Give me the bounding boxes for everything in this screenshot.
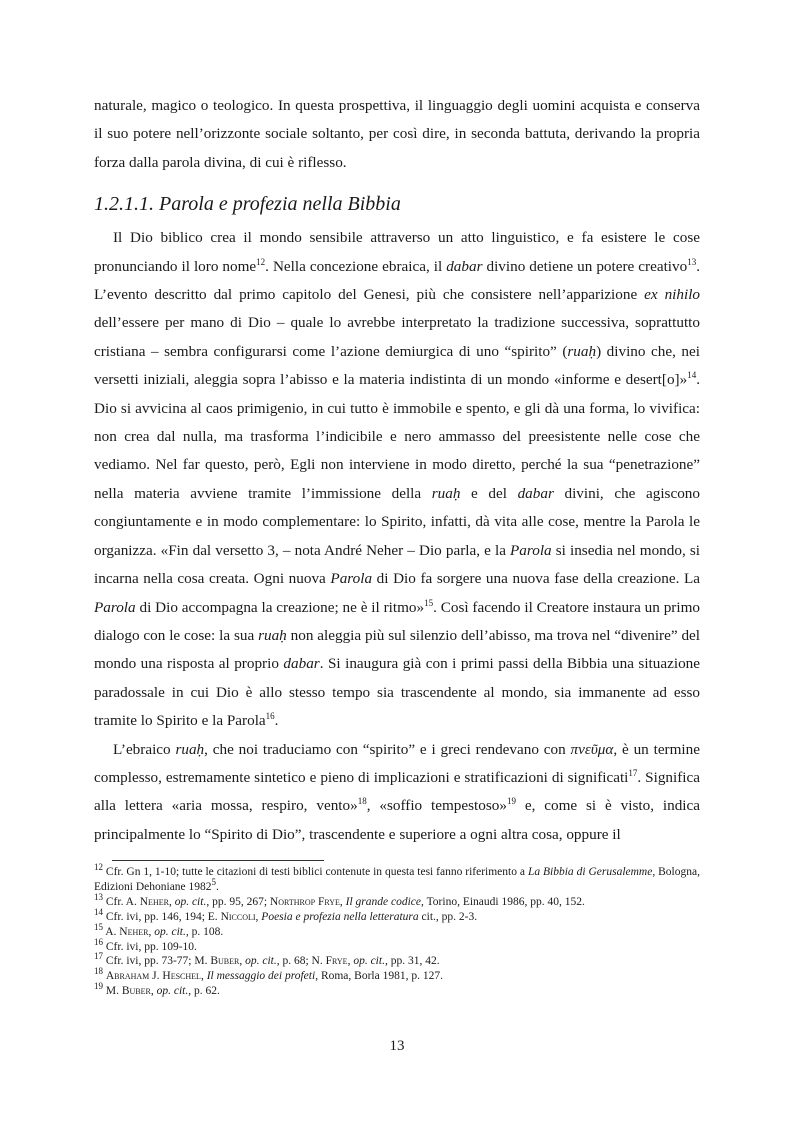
footnote-ref-14[interactable]: 14 [687, 370, 697, 381]
footnote-19: $^{19}$ M. Buber, op. cit., p. 62. [94, 981, 220, 998]
footnote-ref-18[interactable]: 18 [357, 796, 367, 807]
footnote-12: $^{12}$ Cfr. Gn 1, 1-10; tutte le citazioni di testi biblici contenute in questa tesi fanno riferimento a La Bibbia di Gerusalemme, Bologna, Edizioni Dehoniane 1982$^5$. [94, 862, 700, 893]
page-number: 13 [389, 1038, 405, 1054]
footnote-14: $^{14}$ Cfr. ivi, pp. 146, 194; E. Niccoli, Poesia e profezia nella letteratura cit., pp. 2-3. [94, 906, 478, 923]
footnote-ref-17[interactable]: 17 [628, 767, 638, 778]
paragraph-2: L’ebraico ruaḥ, che noi traduciamo con “spirito” e i greci rendevano con πνεῦμα, è un termine complesso, estremamente sintetico e pieno di implicazioni e stratificazioni di significati$^{17}$. Significa alla lettera «aria mossa, respiro, vento»$^{18}$, «soffio tempestoso»$^{19}$ e, come si è visto, indica principalmente lo “Spirito di Dio”, trascendente e superiore a ogni altra cosa, oppure il [94, 740, 700, 843]
footnote-ref-15[interactable]: 15 [424, 597, 434, 608]
footnote-17: $^{17}$ Cfr. ivi, pp. 73-77; M. Buber, op. cit., p. 68; N. Frye, op. cit., pp. 31, 42. [94, 951, 440, 968]
footnote-16: $^{16}$ Cfr. ivi, pp. 109-10. [94, 936, 197, 953]
footnote-ref-19[interactable]: 19 [506, 796, 516, 807]
footnote-ref-12[interactable]: 12 [256, 256, 266, 267]
footnote-divider [112, 860, 324, 861]
footnote-18: $^{18}$ Abraham J. Heschel, Il messaggio dei profeti, Roma, Borla 1981, p. 127. [94, 966, 443, 983]
intro-paragraph: naturale, magico o teologico. In questa prospettiva, il linguaggio degli uomini acquista e conserva il suo potere nell’orizzonte sociale soltanto, per così dire, in seconda battuta, derivando la propria forza dalla parola divina, di cui è riflesso. [94, 97, 700, 171]
footnotes [94, 860, 700, 999]
footnote-13: $^{13}$ Cfr. A. Neher, op. cit., pp. 95, 267; Northrop Frye, Il grande codice, Torino, Einaudi 1986, pp. 40, 152. [94, 891, 585, 908]
body-text [94, 92, 700, 849]
section-heading: 1.2.1.1. Parola e profezia nella Bibbia [94, 193, 401, 216]
footnote-ref-16[interactable]: 16 [265, 711, 275, 722]
paragraph-1: Il Dio biblico crea il mondo sensibile attraverso un atto linguistico, e fa esistere le cose pronunciando il loro nome$^{12}$. Nella concezione ebraica, il dabar divino detiene un potere creativo$^{13}$. L’evento descritto dal primo capitolo del Genesi, più che consistere nell’apparizione ex nihilo dell’essere per mano di Dio – quale lo avrebbe interpretato la tradizione successiva, soprattutto cristiana – sembra configurarsi come l’azione demiurgica di uno “spirito” (ruaḥ) divino che, nei versetti iniziali, aleggia sopra l’abisso e la materia indistinta di un mondo «informe e desert[o]»$^{14}$. Dio si avvicina al caos primigenio, in cui tutto è immobile e spento, e gli dà una forma, lo vivifica: non crea dal nulla, ma trasforma l’indicibile e nero ammasso del preesistente nelle cose che vediamo. Nel far questo, però, Egli non interviene in modo diretto, perché la sua “penetrazione” nella materia avviene tramite l’immissione della ruaḥ e del dabar divini, che agiscono congiuntamente e in modo complementare: lo Spirito, infatti, dà vita alle cose, mentre la Parola le organizza. «Fin dal versetto 3, – nota André Neher – Dio parla, e la Parola si insedia nel mondo, si incarna nella cosa creata. Ogni nuova Parola di Dio fa sorgere una nuova fase della creazione. La Parola di Dio accompagna la creazione; ne è il ritmo»$^{15}$. Così facendo il Creatore instaura un primo dialogo con le cose: la sua ruaḥ non aleggia più sul silenzio dell’abisso, ma trova nel “divenire” del mondo una risposta al proprio dabar. Si inaugura già con i primi passi della Bibbia una situazione paradossale in cui Dio è allo stesso tempo sia trascendente al mondo, sia immanente ad esso tramite lo Spirito e la Parola$^{16}$. [94, 229, 701, 730]
footnote-ref-13[interactable]: 13 [687, 256, 697, 267]
footnote-15: $^{15}$ A. Neher, op. cit., p. 108. [94, 921, 224, 938]
